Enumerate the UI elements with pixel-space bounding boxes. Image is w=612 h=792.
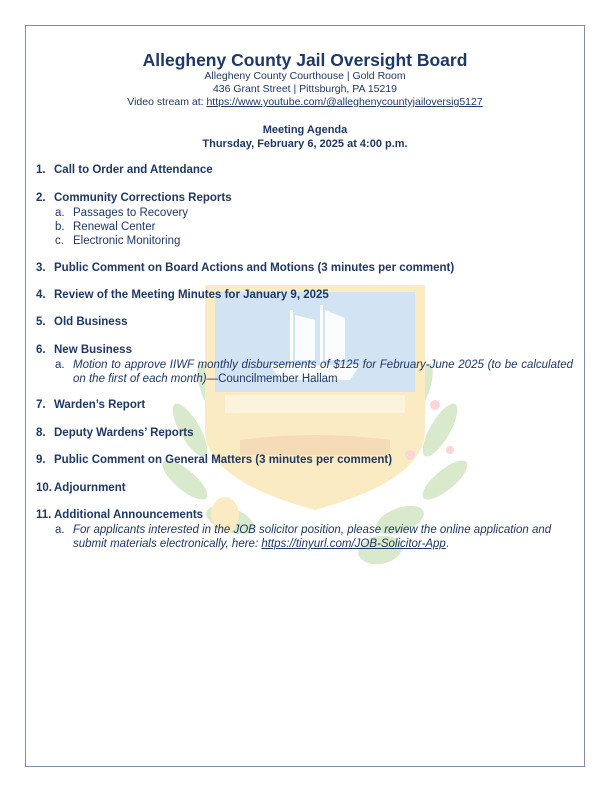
- item-number: 4.: [36, 289, 46, 301]
- agenda-item-2: [36, 192, 232, 204]
- sub-item-text: Electronic Monitoring: [73, 235, 181, 247]
- item-label: Public Comment on General Matters (3 minutes per comment): [54, 454, 393, 466]
- sub-item-letter: c.: [55, 235, 64, 247]
- sub-item-text: Renewal Center: [73, 221, 156, 233]
- sub-item-6a: [55, 358, 575, 386]
- agenda-item-5: [36, 316, 128, 328]
- location-line-1: Allegheny County Courthouse | Gold Room: [204, 70, 406, 82]
- item-number: 1.: [36, 164, 46, 176]
- sub-item-body: [73, 523, 573, 551]
- announcement-suffix: .: [445, 538, 450, 550]
- sub-item-letter: b.: [55, 221, 65, 233]
- announcement-text: For applicants interested in the JOB solicitor position, please review the online application and submit materials electronically, here:: [73, 524, 552, 550]
- agenda-title: Meeting Agenda: [262, 124, 348, 136]
- item-label: Warden’s Report: [54, 399, 146, 411]
- item-number: 2.: [36, 192, 46, 204]
- video-stream-line: [25, 96, 585, 108]
- sub-item-letter: a.: [55, 524, 65, 536]
- motion-text: Motion to approve IIWF monthly disbursements of $125 for February-June 2025 (to be calculated on the first of each month): [73, 359, 573, 385]
- sub-item-11a: [55, 523, 575, 551]
- item-label: New Business: [54, 344, 132, 356]
- item-label: Community Corrections Reports: [54, 192, 232, 204]
- item-number: 11.: [36, 509, 52, 521]
- sub-item-letter: a.: [55, 207, 65, 219]
- sub-item-body: [73, 358, 573, 386]
- item-number: 9.: [36, 454, 46, 466]
- item-number: 5.: [36, 316, 46, 328]
- agenda-item-6: [36, 344, 132, 356]
- sub-item-2a: [55, 206, 575, 220]
- item-label: Additional Announcements: [54, 509, 204, 521]
- agenda-item-8: [36, 427, 194, 439]
- solicitor-app-link[interactable]: https://tinyurl.com/JOB-Solicitor-App: [261, 538, 446, 550]
- item-label: Review of the Meeting Minutes for January 9, 2025: [54, 289, 329, 301]
- item-label: Deputy Wardens’ Reports: [54, 427, 194, 439]
- sub-item-text: Passages to Recovery: [73, 207, 189, 219]
- item-number: 10.: [36, 482, 52, 494]
- agenda-item-7: [36, 399, 145, 411]
- item-label: Adjournment: [54, 482, 126, 494]
- sub-item-letter: a.: [55, 359, 65, 371]
- item-number: 3.: [36, 262, 46, 274]
- item-number: 6.: [36, 344, 46, 356]
- agenda-item-10: [36, 482, 126, 494]
- item-label: Call to Order and Attendance: [54, 164, 213, 176]
- item-number: 7.: [36, 399, 46, 411]
- item-label: Old Business: [54, 316, 128, 328]
- video-stream-link[interactable]: https://www.youtube.com/@alleghenycountyjailoversig5127: [206, 96, 483, 108]
- motion-sponsor: —Councilmember Hallam: [206, 373, 338, 385]
- sub-item-2b: [55, 220, 575, 234]
- agenda-item-3: [36, 262, 454, 274]
- page-title: Allegheny County Jail Oversight Board: [142, 50, 468, 70]
- sub-item-2c: [55, 234, 575, 248]
- agenda-item-9: [36, 454, 392, 466]
- agenda-item-1: [36, 164, 213, 176]
- item-number: 8.: [36, 427, 46, 439]
- item-label: Public Comment on Board Actions and Motions (3 minutes per comment): [54, 262, 455, 274]
- agenda-item-11: [36, 509, 203, 521]
- agenda-date: Thursday, February 6, 2025 at 4:00 p.m.: [202, 138, 408, 150]
- location-line-2: 436 Grant Street | Pittsburgh, PA 15219: [212, 83, 398, 95]
- video-prefix: Video stream at:: [127, 96, 207, 108]
- agenda-item-4: [36, 289, 329, 301]
